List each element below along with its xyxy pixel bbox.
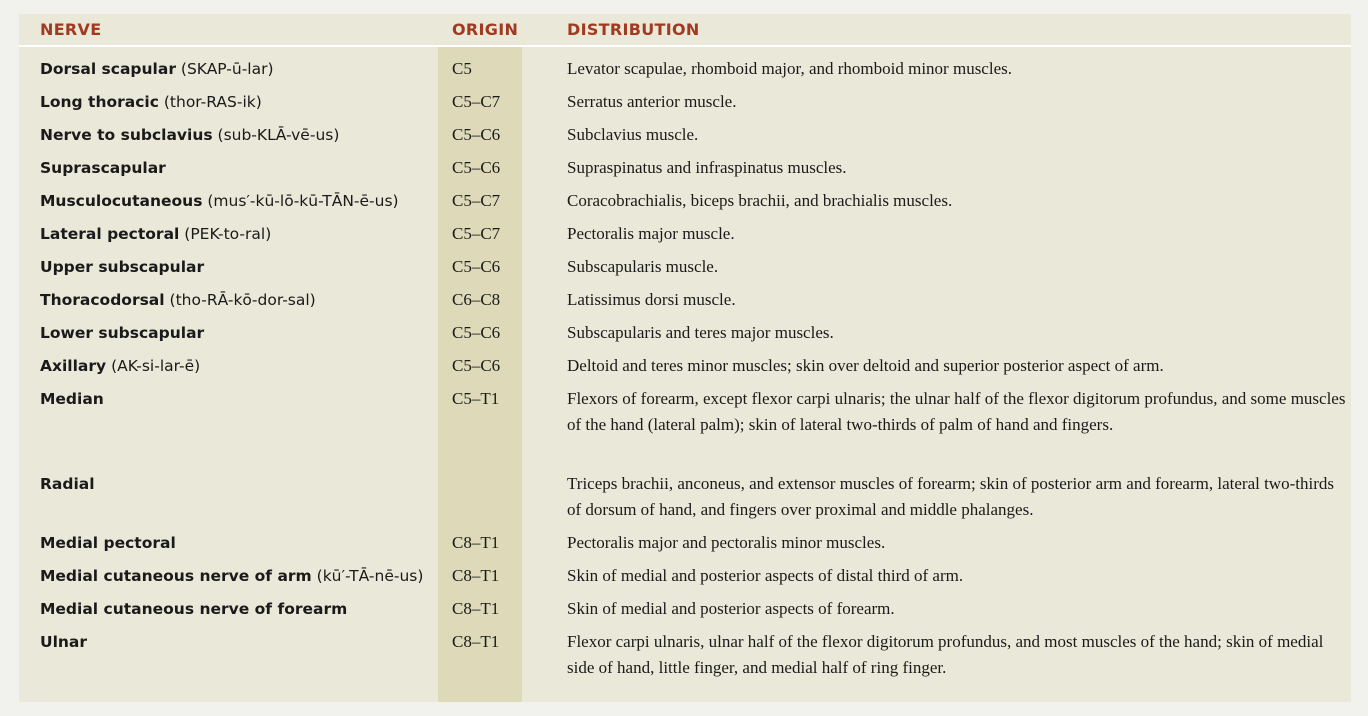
- nerve-name: Thoracodorsal: [40, 291, 165, 309]
- nerve-cell: [40, 353, 200, 379]
- nerve-name: Medial cutaneous nerve of arm: [40, 567, 312, 585]
- header-distribution: DISTRIBUTION: [567, 20, 700, 39]
- distribution-cell: Subscapularis and teres major muscles.: [567, 323, 834, 342]
- origin-cell: C5–C7: [452, 191, 501, 210]
- origin-cell: C5–C7: [452, 224, 501, 243]
- distribution-cell: Pectoralis major and pectoralis minor muscles.: [567, 533, 886, 552]
- nerve-pronunciation: (sub-KLĀ-vē-us): [212, 126, 340, 144]
- nerve-name: Radial: [40, 475, 95, 493]
- origin-cell: C5–C6: [452, 257, 501, 276]
- nerve-cell: [40, 563, 423, 589]
- origin-cell: C5–C7: [452, 92, 501, 111]
- nerve-name: Upper subscapular: [40, 258, 205, 276]
- nerve-pronunciation: (kū′-TĀ-nē-us): [311, 567, 424, 585]
- origin-cell: C5–C6: [452, 158, 501, 177]
- nerve-cell: [40, 386, 104, 412]
- origin-cell: C5–C6: [452, 356, 501, 375]
- nerve-name: Medial cutaneous nerve of forearm: [40, 600, 348, 618]
- nerve-cell: [40, 287, 316, 313]
- distribution-cell: Levator scapulae, rhomboid major, and rhomboid minor muscles.: [567, 59, 1012, 78]
- distribution-cell: Skin of medial and posterior aspects of distal third of arm.: [567, 566, 964, 585]
- nerve-name: Median: [40, 390, 104, 408]
- origin-cell: C5–C6: [452, 125, 501, 144]
- nerve-pronunciation: (PEK-to-ral): [179, 225, 272, 243]
- nerve-cell: [40, 254, 204, 280]
- nerve-name: Dorsal scapular: [40, 60, 176, 78]
- origin-cell: C8–T1: [452, 632, 500, 651]
- origin-cell: C5–T1: [452, 389, 500, 408]
- nerve-cell: [40, 155, 166, 181]
- nerve-pronunciation: (thor-RAS-ik): [158, 93, 262, 111]
- table-header: [19, 14, 1351, 45]
- distribution-cell: Deltoid and teres minor muscles; skin over deltoid and superior posterior aspect of arm.: [567, 356, 1164, 375]
- nerve-cell: [40, 89, 262, 115]
- nerve-cell: [40, 471, 95, 497]
- nerve-name: Lateral pectoral: [40, 225, 180, 243]
- nerve-cell: [40, 596, 347, 622]
- nerve-name: Axillary: [40, 357, 107, 375]
- distribution-cell: Flexors of forearm, except flexor carpi ulnaris; the ulnar half of the flexor digitorum profundus, and some muscles of the hand (lateral palm); skin of lateral two-thirds of palm of hand and fingers.: [567, 389, 1346, 434]
- nerve-cell: [40, 122, 339, 148]
- nerve-name: Nerve to subclavius: [40, 126, 213, 144]
- header-divider: [19, 45, 1351, 47]
- header-nerve: NERVE: [40, 20, 102, 39]
- header-origin: ORIGIN: [452, 20, 519, 39]
- nerve-cell: [40, 320, 204, 346]
- origin-cell: C8–T1: [452, 533, 500, 552]
- nerve-name: Musculocutaneous: [40, 192, 203, 210]
- origin-cell: C5–C6: [452, 323, 501, 342]
- distribution-cell: Serratus anterior muscle.: [567, 92, 737, 111]
- nerve-name: Long thoracic: [40, 93, 159, 111]
- nerve-cell: [40, 56, 274, 82]
- distribution-cell: Skin of medial and posterior aspects of forearm.: [567, 599, 895, 618]
- nerve-pronunciation: (mus′-kū-lō-kū-TĀN-ē-us): [202, 192, 399, 210]
- distribution-cell: Coracobrachialis, biceps brachii, and brachialis muscles.: [567, 191, 953, 210]
- distribution-cell: Subscapularis muscle.: [567, 257, 719, 276]
- nerve-cell: [40, 221, 271, 247]
- origin-cell: C8–T1: [452, 599, 500, 618]
- nerve-name: Suprascapular: [40, 159, 166, 177]
- nerve-cell: [40, 530, 176, 556]
- distribution-cell: Flexor carpi ulnaris, ulnar half of the flexor digitorum profundus, and most muscles of the hand; skin of medial side of hand, little finger, and medial half of ring finger.: [567, 632, 1324, 677]
- nerve-cell: [40, 188, 399, 214]
- nerve-name: Lower subscapular: [40, 324, 205, 342]
- distribution-cell: Subclavius muscle.: [567, 125, 699, 144]
- nerve-name: Ulnar: [40, 633, 88, 651]
- distribution-cell: Supraspinatus and infraspinatus muscles.: [567, 158, 847, 177]
- distribution-cell: Triceps brachii, anconeus, and extensor muscles of forearm; skin of posterior arm and forearm, lateral two-thirds of dorsum of hand, and fingers over proximal and middle phalanges.: [567, 474, 1334, 519]
- origin-cell: C5: [452, 59, 472, 78]
- nerve-name: Medial pectoral: [40, 534, 176, 552]
- nerve-pronunciation: (tho-RĀ-kō-dor-sal): [164, 291, 316, 309]
- distribution-cell: Latissimus dorsi muscle.: [567, 290, 736, 309]
- origin-cell: C8–T1: [452, 566, 500, 585]
- origin-cell: C6–C8: [452, 290, 501, 309]
- nerve-pronunciation: (AK-si-lar-ē): [106, 357, 201, 375]
- nerve-pronunciation: (SKAP-ū-lar): [175, 60, 274, 78]
- nerve-cell: [40, 629, 87, 655]
- nerve-table: [19, 14, 1351, 702]
- distribution-cell: Pectoralis major muscle.: [567, 224, 735, 243]
